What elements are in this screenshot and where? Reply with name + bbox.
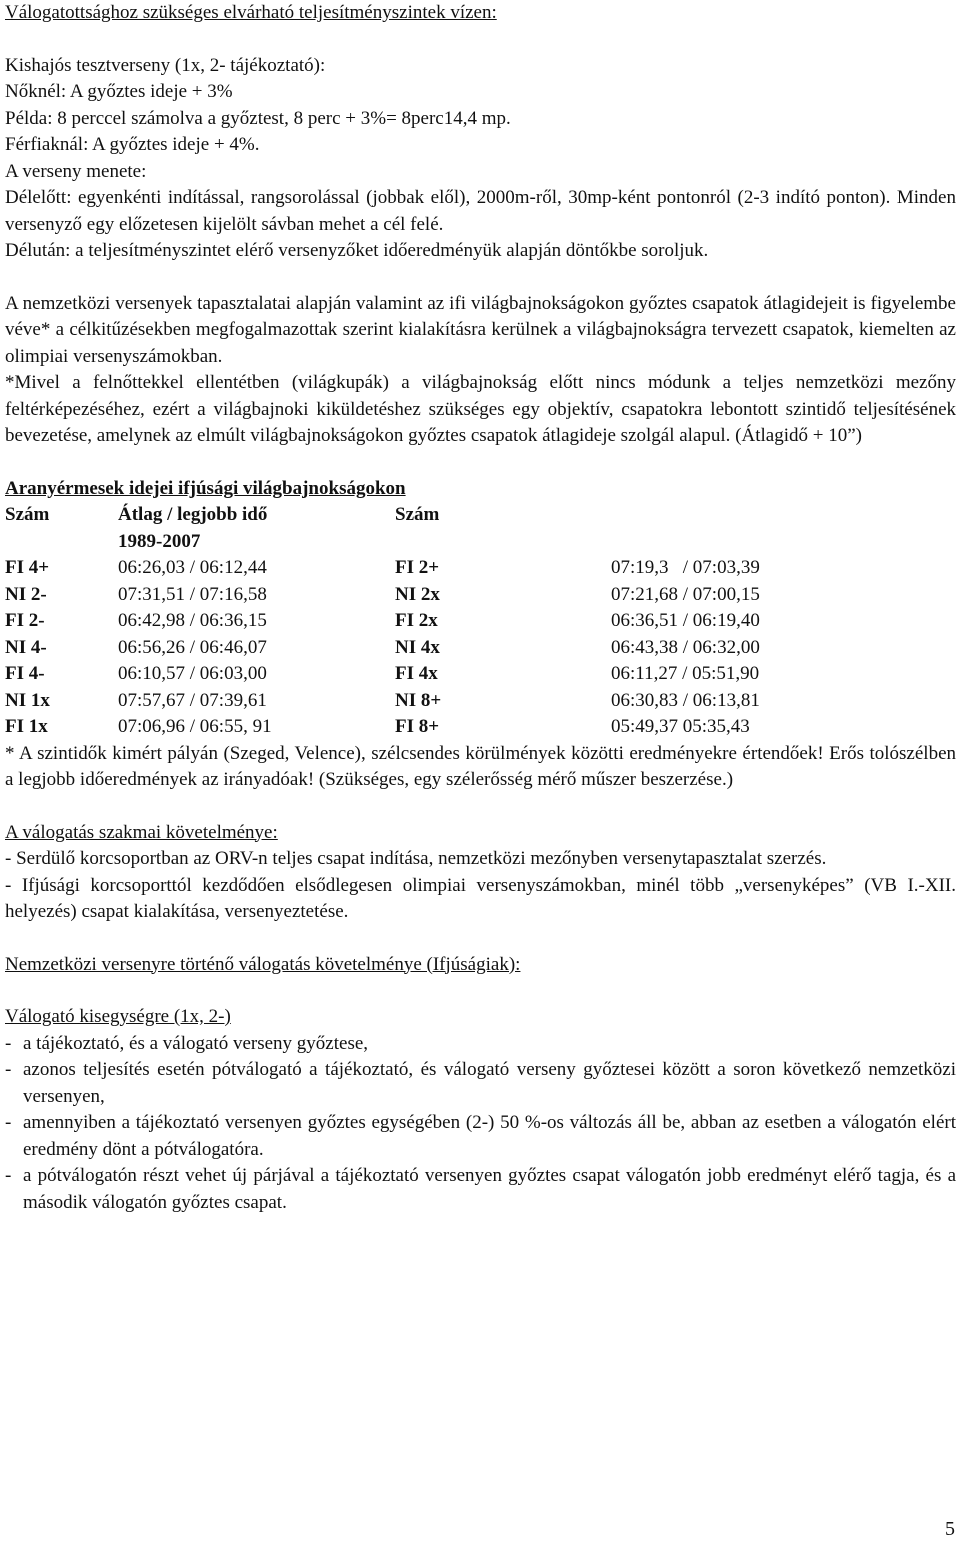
intro-line: Kishajós tesztverseny (1x, 2- tájékoztató): bbox=[5, 54, 326, 76]
event-left: FI 4+ bbox=[5, 557, 50, 578]
list-item-text: Serdülő korcsoportban az ORV-n teljes csapat indítása, nemzetközi mezőnyben versenytapasztalat szerzés. bbox=[16, 848, 827, 869]
table-header-row bbox=[5, 502, 956, 529]
list-item-text: a pótválogatón részt vehet új párjával a tájékoztató versenyen győztes csapat válogatón jobb eredményt elérő tagja, és a második válogatón győztes csapat. bbox=[23, 1165, 956, 1213]
time-right: 06:30,83 / 06:13,81 bbox=[611, 689, 760, 711]
table-row bbox=[5, 582, 956, 609]
intro-line: A verseny menete: bbox=[5, 160, 147, 182]
table-row bbox=[5, 714, 956, 741]
intro-line: Nőknél: A győztes ideje + 3% bbox=[5, 81, 233, 102]
results-table bbox=[5, 502, 956, 741]
intro-line: Férfiaknál: A győztes ideje + 4%. bbox=[5, 134, 260, 155]
time-right: 07:19,3 / 07:03,39 bbox=[611, 557, 760, 578]
international-paragraph: A nemzetközi versenyek tapasztalatai alapján valamint az ifi világbajnokságokon győztes csapatok átlagidejeit is figyelembe véve* a célkitűzésekben megfogalmazottak szerint kialakításra kerülnek a világbajnokságra tervezett csapatok, kiemelten az olimpiai versenyszámokban. bbox=[5, 292, 956, 367]
event-right: NI 8+ bbox=[395, 689, 442, 711]
table-row bbox=[5, 688, 956, 715]
event-left: FI 2- bbox=[5, 610, 45, 631]
intro-line: Példa: 8 perccel számolva a győztest, 8 perc + 3%= 8perc14,4 mp. bbox=[5, 107, 511, 129]
time-left: 06:56,26 / 06:46,07 bbox=[118, 636, 267, 658]
list-item-text: Ifjúsági korcsoporttól kezdődően elsődlegesen olimpiai versenyszámokban, minél több „versenyképes” (VB I.-XII. helyezés) csapat kialakítása, versenyeztetése. bbox=[5, 874, 956, 922]
event-right: FI 2+ bbox=[395, 557, 440, 578]
dash-marker: - bbox=[5, 874, 12, 896]
time-left: 06:26,03 / 06:12,44 bbox=[118, 557, 267, 578]
list-item-text: a tájékoztató, és a válogató verseny győztese, bbox=[23, 1032, 369, 1054]
note-paragraph: *Mivel a felnőttekkel ellentétben (világkupák) a világbajnokság előtt nincs módunk a teljes nemzetközi mezőny feltérképezéséhez, ezért a világbajnoki kiküldetéshez szükséges egy objektív, csapatokra lebontott szintidő teljesítésének bevezetése, amelynek az elmúlt világbajnokságokon győztes csapatok átlagideje szolgál alapul. (Átlagidő + 10”) bbox=[5, 372, 956, 446]
header-years: 1989-2007 bbox=[118, 530, 201, 552]
event-right: FI 2x bbox=[395, 610, 438, 631]
page-title: Válogatottsághoz szükséges elvárható teljesítményszintek vízen: bbox=[5, 2, 497, 23]
event-right: NI 2x bbox=[395, 583, 440, 605]
event-right: FI 4x bbox=[395, 663, 438, 684]
event-left: NI 1x bbox=[5, 689, 50, 711]
time-left: 06:42,98 / 06:36,15 bbox=[118, 610, 267, 631]
time-right: 05:49,37 05:35,43 bbox=[611, 716, 750, 737]
afternoon-paragraph: Délután: a teljesítményszintet elérő versenyzőket időeredményük alapján döntőkbe soroljuk. bbox=[5, 240, 709, 261]
table-row bbox=[5, 555, 956, 582]
list-item bbox=[5, 1163, 956, 1216]
time-right: 07:21,68 / 07:00,15 bbox=[611, 583, 760, 605]
table-row bbox=[5, 635, 956, 662]
header-szam-2: Szám bbox=[395, 504, 440, 525]
time-right: 06:11,27 / 05:51,90 bbox=[611, 663, 760, 684]
event-left: FI 4- bbox=[5, 663, 45, 684]
time-left: 07:31,51 / 07:16,58 bbox=[118, 583, 267, 605]
nemzetkozi-heading: Nemzetközi versenyre történő válogatás követelménye (Ifjúságiak): bbox=[5, 953, 521, 975]
nemzetkozi-subheading: Válogató kisegységre (1x, 2-) bbox=[5, 1006, 231, 1027]
document-page bbox=[5, 0, 956, 1216]
time-left: 06:10,57 / 06:03,00 bbox=[118, 663, 267, 684]
list-item bbox=[5, 846, 956, 873]
table-footnote: * A szintidők kimért pályán (Szeged, Velence), szélcsendes körülmények közötti eredményekre értendőek! Erős tolószélben a legjobb időeredmények az irányadóak! (Szükséges, egy szélerősség mérő műszer beszerzése.) bbox=[5, 742, 956, 790]
list-item bbox=[5, 873, 956, 926]
time-right: 06:36,51 / 06:19,40 bbox=[611, 610, 760, 631]
list-item-text: azonos teljesítés esetén pótválogató a tájékoztató, és válogató verseny győztesei között a soron következő nemzetközi versenyen, bbox=[23, 1059, 956, 1107]
list-item bbox=[5, 1110, 956, 1163]
dash-marker: - bbox=[5, 848, 12, 869]
dash-marker: - bbox=[5, 1165, 12, 1186]
header-atlag: Átlag / legjobb idő bbox=[118, 504, 268, 525]
event-right: NI 4x bbox=[395, 636, 440, 658]
morning-paragraph: Délelőtt: egyenkénti indítással, rangsorolással (jobbak elől), 2000m-ről, 30mp-ként pontonról (2-3 indító ponton). Minden versenyző egy előzetesen kijelölt sávban mehet a cél felé. bbox=[5, 187, 956, 235]
dash-marker: - bbox=[5, 1059, 12, 1080]
time-left: 07:57,67 / 07:39,61 bbox=[118, 689, 267, 711]
list-item bbox=[5, 1057, 956, 1110]
page-number: 5 bbox=[945, 1518, 955, 1540]
table-row bbox=[5, 661, 956, 688]
list-item-text: amennyiben a tájékoztató versenyen győztes egységében (2-) 50 %-os változás áll be, abban az esetben a válogatón elért eredmény dönt a pótválogatóra. bbox=[23, 1112, 956, 1160]
dash-marker: - bbox=[5, 1112, 12, 1133]
event-left: FI 1x bbox=[5, 716, 48, 737]
table-heading: Aranyérmesek idejei ifjúsági világbajnokságokon bbox=[5, 477, 406, 499]
table-row bbox=[5, 608, 956, 635]
list-item bbox=[5, 1031, 956, 1058]
table-years-row bbox=[5, 529, 956, 556]
dash-marker: - bbox=[5, 1032, 12, 1054]
time-left: 07:06,96 / 06:55, 91 bbox=[118, 716, 272, 737]
time-right: 06:43,38 / 06:32,00 bbox=[611, 636, 760, 658]
event-right: FI 8+ bbox=[395, 716, 440, 737]
szakmai-heading: A válogatás szakmai követelménye: bbox=[5, 821, 278, 843]
event-left: NI 4- bbox=[5, 636, 47, 658]
header-szam: Szám bbox=[5, 504, 50, 525]
event-left: NI 2- bbox=[5, 583, 47, 605]
